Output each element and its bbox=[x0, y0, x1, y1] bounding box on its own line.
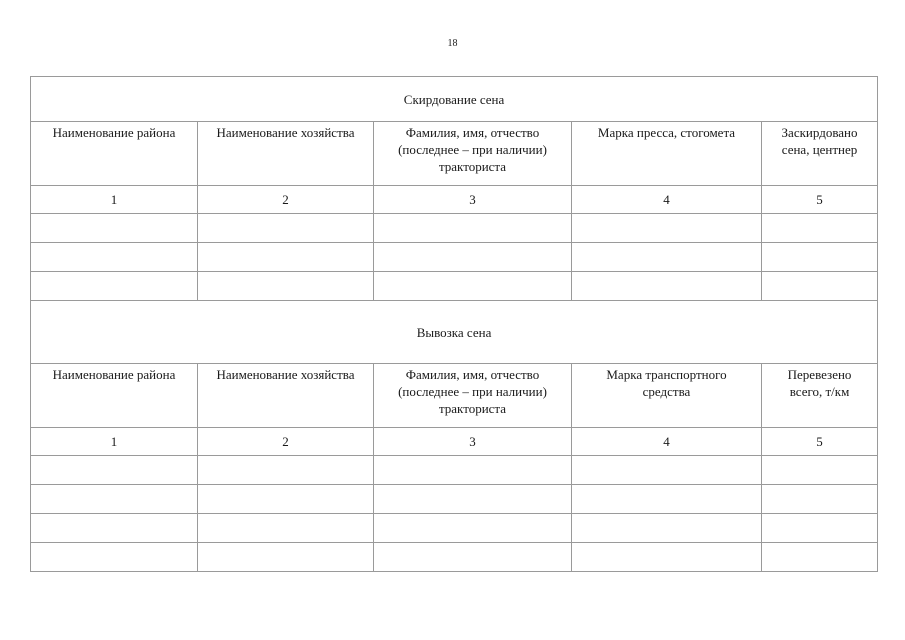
header-line: Марка пресса, стогомета bbox=[597, 125, 736, 140]
header-line: сена, центнер bbox=[781, 142, 858, 157]
column-number: 3 bbox=[374, 186, 572, 214]
column-number: 5 bbox=[762, 428, 878, 456]
table-row bbox=[31, 456, 878, 485]
empty-cell[interactable] bbox=[374, 485, 572, 514]
table-row bbox=[31, 243, 878, 272]
empty-cell[interactable] bbox=[762, 485, 878, 514]
column-header-hay-stacked bbox=[762, 122, 878, 186]
header-line: (последнее – при наличии) bbox=[398, 142, 547, 157]
column-number: 4 bbox=[572, 428, 762, 456]
table-row bbox=[31, 543, 878, 572]
column-header-row bbox=[31, 364, 878, 428]
column-header-farm bbox=[198, 364, 374, 428]
header-line: средства bbox=[642, 384, 691, 399]
column-number-row bbox=[31, 428, 878, 456]
header-line: Перевезено bbox=[787, 367, 852, 382]
empty-cell[interactable] bbox=[762, 514, 878, 543]
empty-cell[interactable] bbox=[198, 543, 374, 572]
empty-cell[interactable] bbox=[762, 243, 878, 272]
page-number: 18 bbox=[447, 38, 458, 49]
header-line: (последнее – при наличии) bbox=[398, 384, 547, 399]
header-line: Наименование района bbox=[52, 367, 176, 382]
table-row bbox=[31, 214, 878, 243]
empty-cell[interactable] bbox=[572, 514, 762, 543]
empty-cell[interactable] bbox=[374, 214, 572, 243]
empty-cell[interactable] bbox=[374, 456, 572, 485]
empty-cell[interactable] bbox=[31, 214, 198, 243]
empty-cell[interactable] bbox=[31, 514, 198, 543]
empty-cell[interactable] bbox=[762, 543, 878, 572]
column-header-district bbox=[31, 364, 198, 428]
section-title-stacking: Скирдование сена bbox=[31, 77, 878, 122]
empty-cell[interactable] bbox=[198, 456, 374, 485]
header-line: Наименование района bbox=[52, 125, 176, 140]
table-row bbox=[31, 485, 878, 514]
column-header-press-brand bbox=[572, 122, 762, 186]
empty-cell[interactable] bbox=[198, 485, 374, 514]
column-header-vehicle-brand bbox=[572, 364, 762, 428]
column-header-tractor-driver bbox=[374, 122, 572, 186]
column-number: 4 bbox=[572, 186, 762, 214]
empty-cell[interactable] bbox=[762, 272, 878, 301]
empty-cell[interactable] bbox=[31, 456, 198, 485]
column-number: 3 bbox=[374, 428, 572, 456]
header-line: тракториста bbox=[438, 159, 507, 174]
empty-cell[interactable] bbox=[762, 214, 878, 243]
empty-cell[interactable] bbox=[31, 272, 198, 301]
column-number: 2 bbox=[198, 186, 374, 214]
empty-cell[interactable] bbox=[31, 485, 198, 514]
empty-cell[interactable] bbox=[572, 272, 762, 301]
empty-cell[interactable] bbox=[198, 514, 374, 543]
empty-cell[interactable] bbox=[31, 543, 198, 572]
column-header-district bbox=[31, 122, 198, 186]
empty-cell[interactable] bbox=[374, 514, 572, 543]
section-title-hauling: Вывозка сена bbox=[31, 301, 878, 364]
column-number: 1 bbox=[31, 428, 198, 456]
column-header-farm bbox=[198, 122, 374, 186]
empty-cell[interactable] bbox=[572, 543, 762, 572]
column-number: 5 bbox=[762, 186, 878, 214]
empty-cell[interactable] bbox=[762, 456, 878, 485]
empty-cell[interactable] bbox=[374, 243, 572, 272]
section-title-row bbox=[31, 77, 878, 122]
header-line: Фамилия, имя, отчество bbox=[405, 125, 540, 140]
empty-cell[interactable] bbox=[572, 485, 762, 514]
header-line: Наименование хозяйства bbox=[216, 125, 355, 140]
table-row bbox=[31, 272, 878, 301]
column-number: 2 bbox=[198, 428, 374, 456]
hay-report-table bbox=[30, 76, 878, 572]
empty-cell[interactable] bbox=[374, 272, 572, 301]
empty-cell[interactable] bbox=[572, 243, 762, 272]
header-line: всего, т/км bbox=[789, 384, 850, 399]
header-line: Марка транспортного bbox=[606, 367, 727, 382]
header-line: Заскирдовано bbox=[781, 125, 858, 140]
header-line: Фамилия, имя, отчество bbox=[405, 367, 540, 382]
section-title-row bbox=[31, 301, 878, 364]
column-header-tractor-driver bbox=[374, 364, 572, 428]
empty-cell[interactable] bbox=[572, 456, 762, 485]
empty-cell[interactable] bbox=[198, 243, 374, 272]
table-row bbox=[31, 514, 878, 543]
column-number-row bbox=[31, 186, 878, 214]
empty-cell[interactable] bbox=[198, 272, 374, 301]
column-header-row bbox=[31, 122, 878, 186]
header-line: тракториста bbox=[438, 401, 507, 416]
column-header-transported bbox=[762, 364, 878, 428]
column-number: 1 bbox=[31, 186, 198, 214]
empty-cell[interactable] bbox=[198, 214, 374, 243]
header-line: Наименование хозяйства bbox=[216, 367, 355, 382]
empty-cell[interactable] bbox=[572, 214, 762, 243]
empty-cell[interactable] bbox=[374, 543, 572, 572]
empty-cell[interactable] bbox=[31, 243, 198, 272]
